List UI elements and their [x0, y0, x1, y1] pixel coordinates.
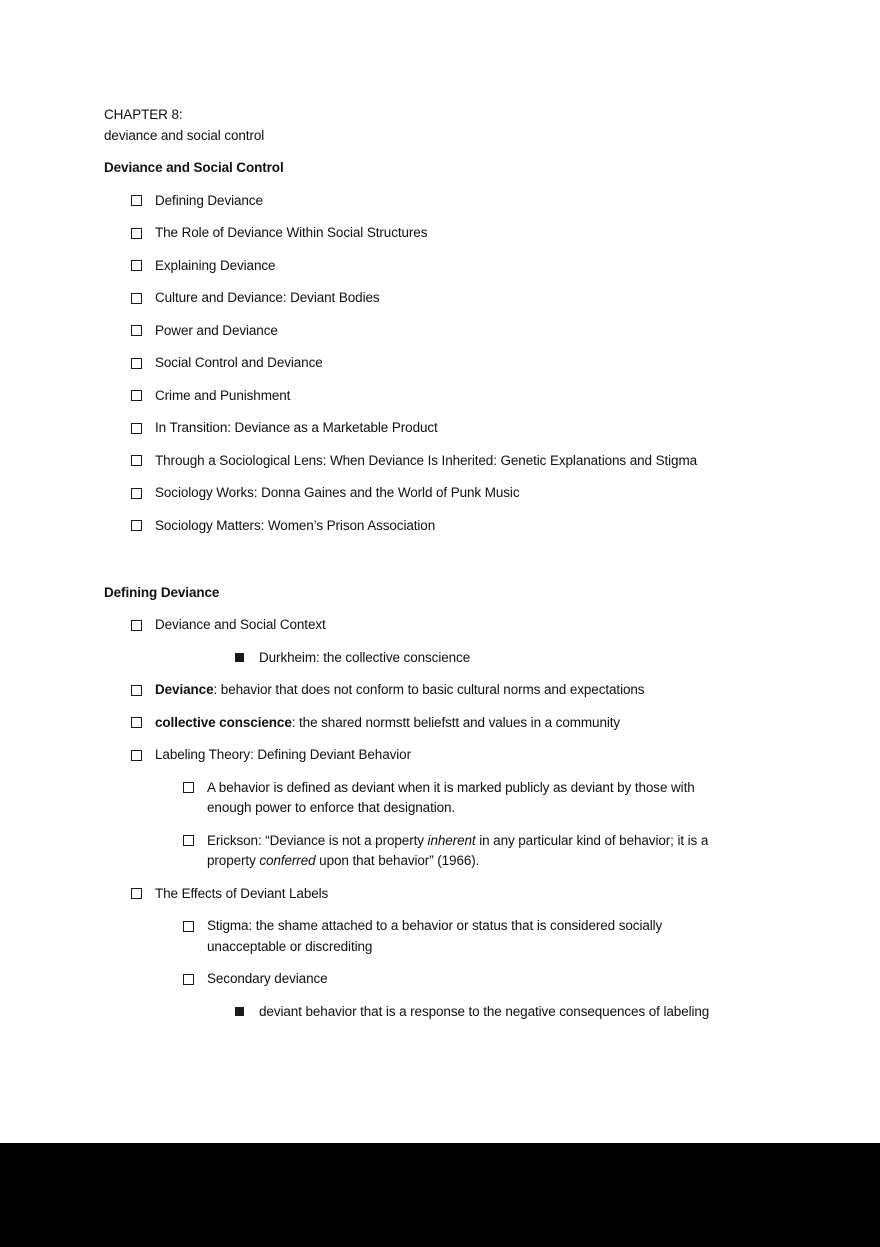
item-text: deviant behavior that is a response to the negative consequences of labeling — [259, 1003, 710, 1019]
empty-checkbox-icon — [131, 455, 142, 466]
empty-checkbox-icon — [131, 717, 142, 728]
outline-item — [104, 713, 776, 734]
outline-item — [104, 321, 776, 342]
item-text: Labeling Theory: Defining Deviant Behavior — [155, 747, 411, 762]
empty-checkbox-icon — [131, 685, 142, 696]
item-line-2: enough power to enforce that designation. — [207, 800, 456, 815]
outline-item — [104, 969, 776, 990]
section-heading-deviance-and-social-control: Deviance and Social Control — [104, 160, 284, 175]
item-text: Through a Sociological Lens: When Deviance Is Inherited: Genetic Explanations and Stigma — [155, 452, 698, 468]
item-text — [207, 831, 708, 872]
term-bold: Deviance — [155, 682, 214, 697]
item-text: Explaining Deviance — [155, 257, 276, 273]
item-text: Sociology Matters: Women’s Prison Association — [155, 517, 436, 533]
empty-checkbox-icon — [131, 520, 142, 531]
empty-checkbox-icon — [131, 750, 142, 761]
filled-square-bullet-icon — [235, 653, 244, 662]
empty-checkbox-icon — [131, 488, 142, 499]
quote-mid: in any particular kind of behavior; it is a — [475, 832, 709, 848]
quote-italic-word: conferred — [259, 853, 316, 868]
chapter-subtitle: deviance and social control — [104, 127, 265, 143]
item-text: Social Control and Deviance — [155, 355, 323, 370]
outline-item — [104, 256, 776, 277]
empty-checkbox-icon — [183, 921, 194, 932]
empty-checkbox-icon — [131, 260, 142, 271]
outline-item — [104, 418, 776, 439]
quote-line2-pre: property — [207, 853, 260, 868]
term-definition: : the shared normstt beliefstt and values in a community — [291, 714, 621, 730]
item-text: Durkheim: the collective conscience — [259, 649, 471, 665]
empty-checkbox-icon — [131, 358, 142, 369]
empty-checkbox-icon — [131, 620, 142, 631]
empty-checkbox-icon — [131, 293, 142, 304]
quote-post: upon that behavior” (1966). — [315, 853, 480, 868]
empty-checkbox-icon — [131, 423, 142, 434]
empty-checkbox-icon — [131, 228, 142, 239]
empty-checkbox-icon — [131, 325, 142, 336]
item-text: In Transition: Deviance as a Marketable Product — [155, 420, 438, 435]
outline-item — [104, 680, 776, 701]
outline-item — [104, 353, 776, 374]
empty-checkbox-icon — [131, 888, 142, 899]
term-bold: collective conscience — [155, 714, 292, 730]
empty-checkbox-icon — [183, 782, 194, 793]
quote-italic-word: inherent — [427, 832, 476, 848]
outline-item — [104, 386, 776, 407]
item-line-1: A behavior is defined as deviant when it is marked publicly as deviant by those with — [207, 779, 695, 795]
outline-item — [104, 451, 776, 472]
item-text: The Effects of Deviant Labels — [155, 885, 329, 901]
bottom-black-bar — [0, 1143, 880, 1247]
outline-item — [104, 648, 776, 669]
outline-item — [104, 288, 776, 309]
empty-checkbox-icon — [131, 390, 142, 401]
empty-checkbox-icon — [183, 835, 194, 846]
item-text — [155, 680, 644, 701]
item-text — [207, 778, 695, 819]
item-text: Culture and Deviance: Deviant Bodies — [155, 290, 380, 305]
empty-checkbox-icon — [131, 195, 142, 206]
outline-item — [104, 516, 776, 537]
item-text: Secondary deviance — [207, 971, 328, 986]
chapter-title: CHAPTER 8: — [104, 107, 183, 122]
item-text: The Role of Deviance Within Social Structures — [155, 225, 428, 240]
outline-item — [104, 483, 776, 504]
document-body — [104, 105, 776, 1022]
outline-item — [104, 1002, 776, 1023]
item-line-1: Stigma: the shame attached to a behavior or status that is considered socially — [207, 918, 663, 933]
outline-item — [104, 191, 776, 212]
item-text: Deviance and Social Context — [155, 617, 326, 632]
item-line-2: unacceptable or discrediting — [207, 938, 373, 954]
outline-item — [104, 884, 776, 905]
section-heading-defining-deviance: Defining Deviance — [104, 584, 220, 600]
item-text: Power and Deviance — [155, 322, 278, 338]
outline-item — [104, 745, 776, 766]
filled-square-bullet-icon — [235, 1007, 244, 1016]
item-text: Sociology Works: Donna Gaines and the World of Punk Music — [155, 485, 520, 500]
item-text: Crime and Punishment — [155, 387, 291, 403]
term-definition: : behavior that does not conform to basic cultural norms and expectations — [213, 682, 645, 697]
outline-item — [104, 831, 776, 872]
item-text — [155, 713, 620, 734]
empty-checkbox-icon — [183, 974, 194, 985]
outline-item — [104, 916, 776, 957]
item-text — [207, 916, 662, 957]
quote-pre: Erickson: “Deviance is not a property — [207, 832, 428, 848]
outline-item — [104, 778, 776, 819]
item-text: Defining Deviance — [155, 192, 263, 208]
outline-item — [104, 615, 776, 636]
outline-item — [104, 223, 776, 244]
